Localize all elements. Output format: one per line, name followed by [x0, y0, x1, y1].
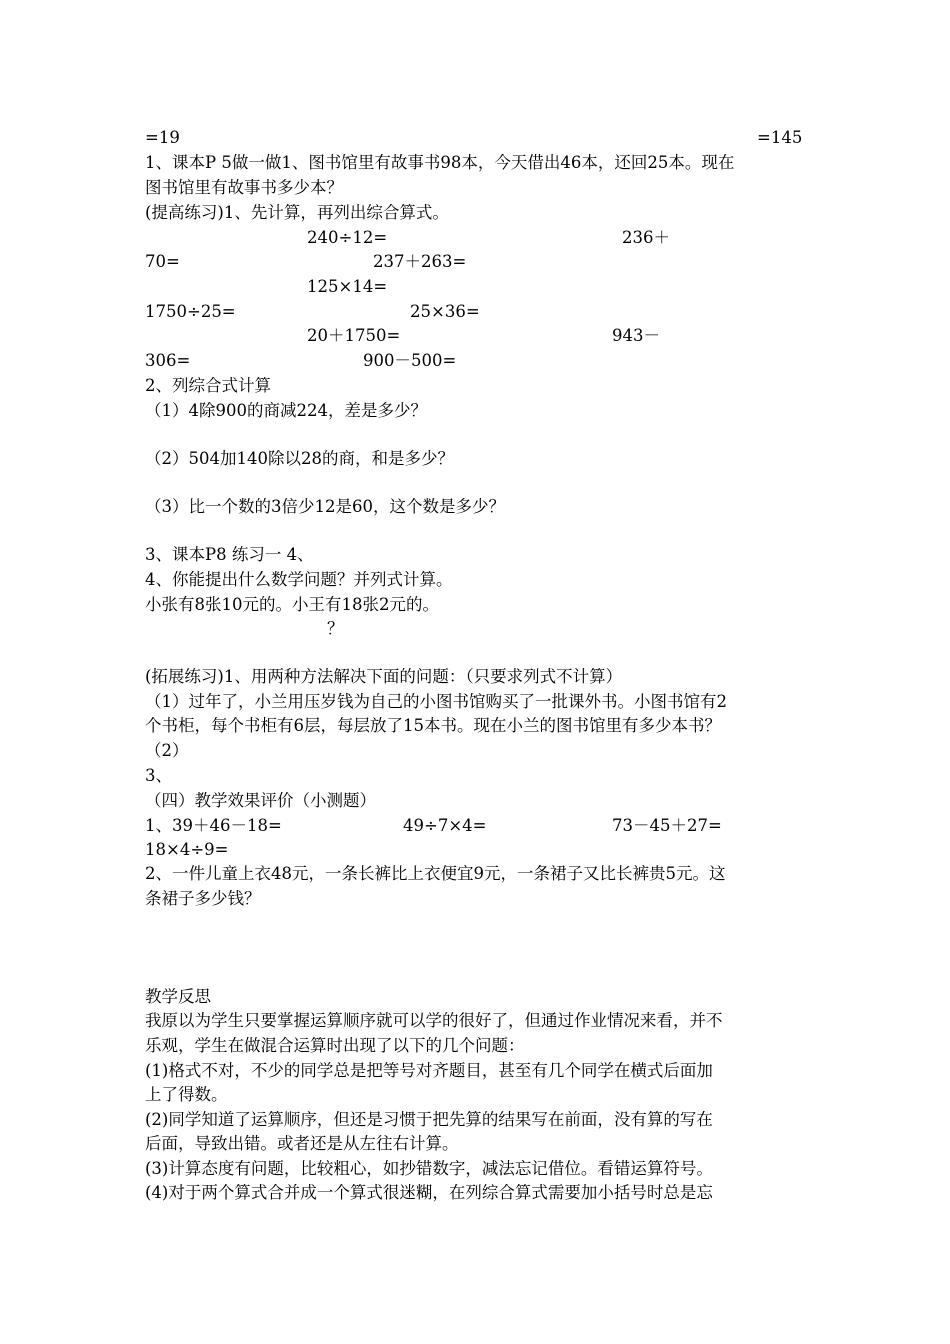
extension-item-1-line-1: （1）过年了，小兰用压岁钱为自己的小图书馆购买了一批课外书。小图书馆有2	[145, 692, 727, 711]
reflection-paragraph-line: 上了得数。	[145, 1085, 228, 1104]
reflection-paragraph-line: (2)同学知道了运算顺序，但还是习惯于把先算的结果写在前面，没有算的写在	[145, 1110, 713, 1129]
combined-calc-item-3: （3）比一个数的3倍少12是60，这个数是多少？	[145, 497, 505, 516]
expression: 237＋263=	[373, 252, 467, 271]
combined-calc-item-2: （2）504加140除以28的商，和是多少？	[145, 449, 454, 468]
extension-item-3: 3、	[145, 766, 172, 785]
reflection-paragraph-line: (3)计算态度有问题，比较粗心，如抄错数字，减法忘记借位。看错运算符号。	[145, 1159, 713, 1178]
extension-practice-heading: (拓展练习)1、用两种方法解决下面的问题：（只要求列式不计算）	[145, 667, 623, 686]
expression: 125×14=	[307, 277, 388, 296]
expression: 70=	[145, 252, 180, 271]
reflection-paragraph-line: 我原以为学生只要掌握运算顺序就可以学的很好了，但通过作业情况来看，并不	[145, 1011, 723, 1030]
evaluation-expression: 73－45＋27=	[612, 816, 722, 835]
evaluation-q2-line-1: 2、一件儿童上衣48元，一条长裤比上衣便宜9元，一条裙子又比长裤贵5元。这	[145, 864, 726, 883]
reflection-paragraph-line: (1)格式不对，不少的同学总是把等号对齐题目，甚至有几个同学在横式后面加	[145, 1061, 713, 1080]
textbook-exercise: 3、课本P8 练习一 4、	[145, 545, 314, 564]
evaluation-expression: 18×4÷9=	[145, 840, 229, 859]
reflection-paragraph-line: (4)对于两个算式合并成一个算式很迷糊，在列综合算式需要加小括号时总是忘	[145, 1183, 713, 1202]
reflection-paragraph-line: 乐观，学生在做混合运算时出现了以下的几个问题：	[145, 1036, 525, 1055]
expression: 20＋1750=	[307, 326, 401, 345]
question-1-line-2: 图书馆里有故事书多少本？	[145, 178, 343, 197]
expression: 25×36=	[410, 302, 480, 321]
extension-item-2: （2）	[145, 741, 189, 760]
extension-item-1-line-2: 个书柜，每个书柜有6层，每层放了15本书。现在小兰的图书馆里有多少本书？	[145, 716, 721, 735]
advanced-practice-heading: (提高练习)1、先计算，再列出综合算式。	[145, 203, 449, 222]
expression: 306=	[145, 351, 191, 370]
result-right: =145	[757, 128, 803, 147]
expression: 236＋	[622, 228, 670, 247]
evaluation-expression: 1、39＋46－18=	[145, 816, 282, 835]
reflection-heading: 教学反思	[145, 987, 211, 1006]
question-mark: ？	[327, 619, 344, 638]
expression: 1750÷25=	[145, 302, 236, 321]
question-4-info: 小张有8张10元的。小王有18张2元的。	[145, 595, 439, 614]
evaluation-expression: 49÷7×4=	[403, 816, 487, 835]
reflection-paragraph-line: 后面，导致出错。或者还是从左往右计算。	[145, 1134, 459, 1153]
question-4: 4、你能提出什么数学问题？并列式计算。	[145, 570, 453, 589]
question-1-line-1: 1、课本P 5做一做1、图书馆里有故事书98本，今天借出46本，还回25本。现在	[145, 153, 735, 172]
expression: 900－500=	[363, 351, 457, 370]
evaluation-q2-line-2: 条裙子多少钱？	[145, 889, 261, 908]
expression: 943－	[612, 326, 660, 345]
combined-calc-item-1: （1）4除900的商减224，差是多少？	[145, 401, 427, 420]
result-left: =19	[145, 128, 180, 147]
expression: 240÷12=	[307, 228, 388, 247]
evaluation-heading: （四）教学效果评价（小测题）	[145, 791, 376, 810]
combined-calc-heading: 2、列综合式计算	[145, 376, 271, 395]
